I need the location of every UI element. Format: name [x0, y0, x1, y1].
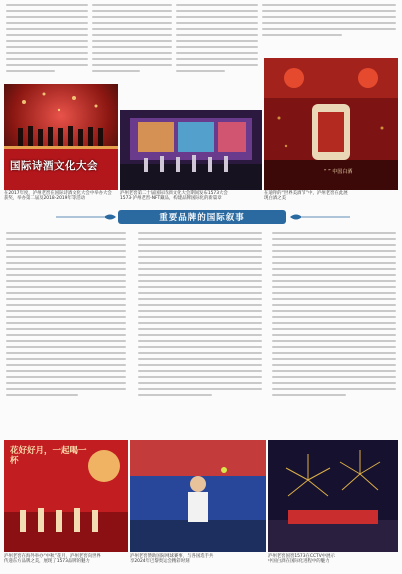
banner-right-ornament	[290, 212, 350, 222]
caption-line: 享2024年巴黎奥运会精彩时刻	[130, 559, 190, 565]
caption-line: 1573·泸州老窖-NFT藏品，构建品牌国际化的新篇章	[120, 196, 222, 202]
middle-text-col-3	[272, 232, 396, 400]
photo-overlay-title: “ ” 中国白酒	[324, 169, 353, 175]
caption-bottom-left	[4, 554, 128, 565]
caption-line: 在2017年度，泸州老窖在国际诗酒文化大会中举办大会	[4, 191, 112, 196]
photo-overlay-title: 国际诗酒文化大会	[10, 160, 98, 172]
stage-illustration	[4, 84, 118, 190]
caption-bottom-right	[268, 554, 398, 565]
section-title: 重要品牌的国际叙事	[159, 213, 245, 223]
photo-tennis-event	[130, 440, 266, 552]
caption-line: 获奖，举办第二届及2018-2019年等活动	[4, 196, 86, 202]
section-banner	[118, 210, 286, 224]
fireworks-illustration	[268, 440, 398, 552]
top-text-col-2	[92, 4, 172, 76]
top-text-col-3	[176, 4, 258, 76]
photo-dubai-wine-fair	[264, 58, 398, 190]
caption-line: 泸州老窖国窖1573在CCTV中展示	[268, 554, 335, 559]
photo-poetry-wine-conference	[4, 84, 118, 190]
photo-overlay-title: 花好好月，一起喝一杯	[10, 446, 87, 466]
tennis-illustration	[130, 440, 266, 552]
top-text-col-4	[262, 4, 396, 40]
middle-text-col-2	[138, 232, 262, 400]
photo-nft-launch	[120, 110, 262, 190]
photo-fireworks	[268, 440, 398, 552]
photo-mid-autumn-event	[4, 440, 128, 552]
caption-line: 泸州老窖在海外举办“中秋”花月，泸州老窖向世界	[4, 554, 101, 559]
launch-stage-illustration	[120, 110, 262, 190]
caption-top-left	[4, 191, 118, 202]
banner-left-ornament	[56, 212, 116, 222]
caption-line: 现白酒之美	[264, 196, 286, 202]
caption-top-right	[264, 191, 398, 202]
middle-text-col-1	[6, 232, 126, 400]
caption-line: 传递东方品牌之美，展现了1573品牌的魅力	[4, 559, 90, 565]
caption-top-middle	[120, 191, 262, 202]
caption-line: 在迪拜的“世界美酒节”中，泸州老窖在此展	[264, 191, 348, 196]
top-text-col-1	[6, 4, 88, 76]
caption-line: 泸州老窖赞助国际网球赛事，与各国选手共	[130, 554, 214, 559]
caption-bottom-middle	[130, 554, 266, 565]
caption-line: 泸州老窖第二十届国际诗酒文化大会期间发布1573大会	[120, 191, 228, 196]
caption-line: 中国白酒在国际化进程中的魅力	[268, 559, 330, 565]
